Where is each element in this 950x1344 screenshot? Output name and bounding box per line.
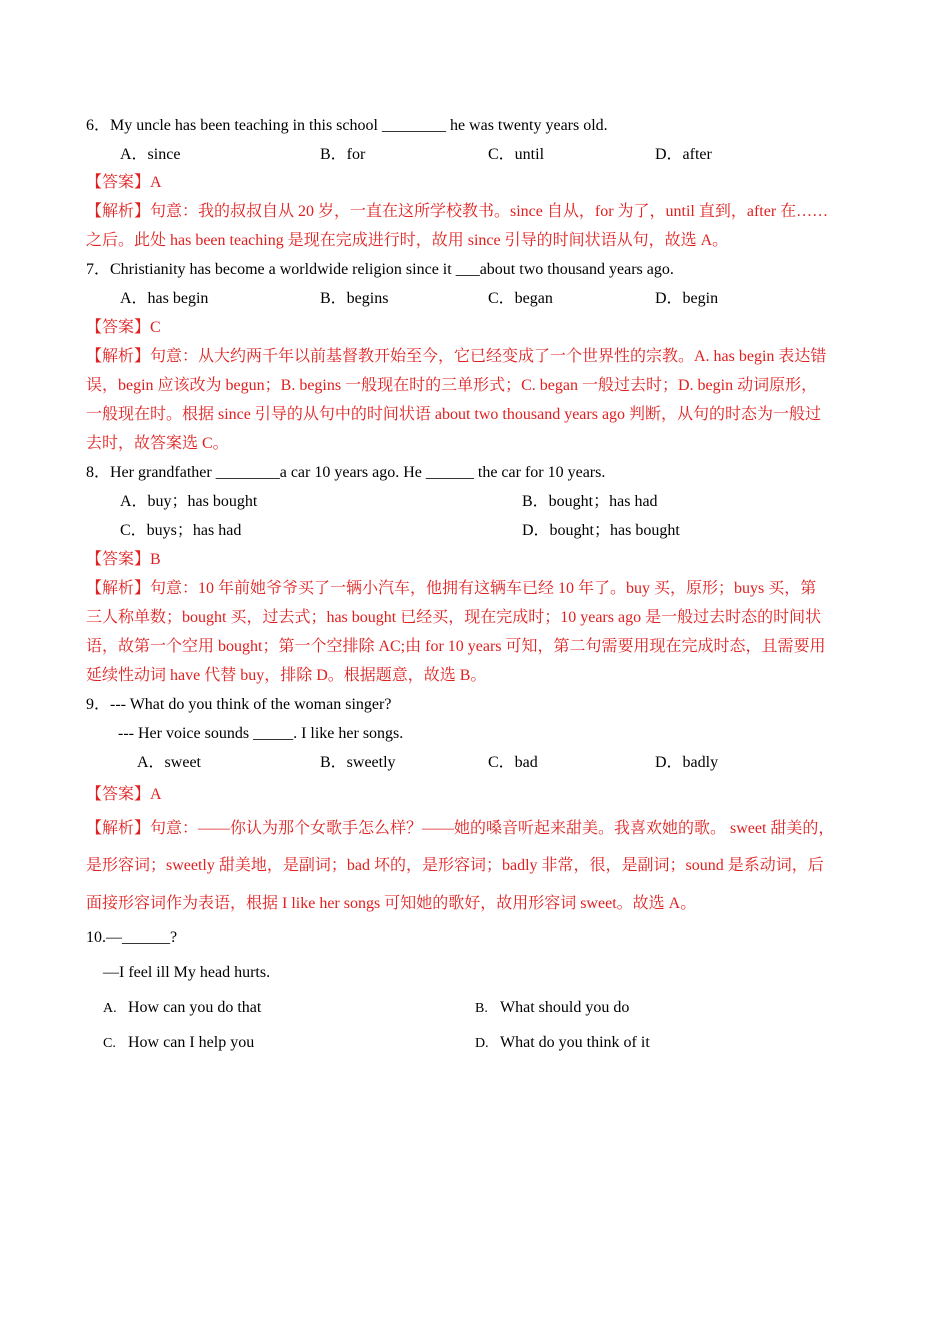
q7-analysis-line-4: 去时，故答案选 C。 bbox=[86, 435, 229, 452]
q8-analysis-line-2: 三人称单数；bought 买，过去式；has bought 已经买，现在完成时；10 years ago 是一般过去时态的时间状 bbox=[86, 609, 822, 626]
q9-option-b: B．sweetly bbox=[320, 754, 396, 771]
q9-answer: 【答案】A bbox=[86, 786, 162, 803]
q8-answer: 【答案】B bbox=[86, 551, 161, 568]
q8-option-c: C．buys；has had bbox=[120, 522, 242, 539]
q10-option-a bbox=[103, 998, 261, 1019]
q7-analysis-line-1: 【解析】句意：从大约两千年以前基督教开始至今，它已经变成了一个世界性的宗教。A. has begin 表达错 bbox=[86, 348, 827, 365]
q7-option-d: D．begin bbox=[655, 290, 719, 307]
question-7-stem: 7．Christianity has become a worldwide religion since it ___about two thousand years ago. bbox=[86, 261, 674, 278]
question-6-stem: 6．My uncle has been teaching in this school ________ he was twenty years old. bbox=[86, 117, 608, 134]
question-9-stem-2: --- Her voice sounds _____. I like her songs. bbox=[118, 725, 404, 742]
q9-analysis-line-1: 【解析】句意：——你认为那个女歌手怎么样？——她的嗓音听起来甜美。我喜欢她的歌。 sweet 甜美的， bbox=[86, 820, 835, 837]
question-8-stem: 8．Her grandfather ________a car 10 years ago. He ______ the car for 10 years. bbox=[86, 464, 606, 481]
q10-option-d-letter: D. bbox=[475, 1036, 489, 1051]
q8-option-a: A．buy；has bought bbox=[120, 493, 258, 510]
q9-analysis-line-2: 是形容词；sweetly 甜美地，是副词；bad 坏的，是形容词；badly 非常，很，是副词；sound 是系动词，后 bbox=[86, 857, 824, 874]
q6-option-c: C．until bbox=[488, 146, 545, 163]
q6-analysis-line-2: 之后。此处 has been teaching 是现在完成进行时，故用 since 引导的时间状语从句，故选 A。 bbox=[86, 232, 729, 249]
q8-analysis-line-3: 语，故第一个空用 bought；第一个空排除 AC;由 for 10 years 可知，第二句需要用现在完成时态，且需要用 bbox=[86, 638, 826, 655]
q9-option-d: D．badly bbox=[655, 754, 719, 771]
q10-option-b-letter: B. bbox=[475, 1001, 488, 1016]
q8-option-b: B．bought；has had bbox=[522, 493, 658, 510]
q10-option-d bbox=[475, 1033, 650, 1054]
q6-option-d: D．after bbox=[655, 146, 712, 163]
question-9-stem: 9．--- What do you think of the woman singer? bbox=[86, 696, 392, 713]
q8-analysis-line-4: 延续性动词 have 代替 buy，排除 D。根据题意，故选 B。 bbox=[86, 667, 487, 684]
q7-option-b: B．begins bbox=[320, 290, 389, 307]
question-10-stem: 10.—______? bbox=[86, 929, 178, 946]
q6-analysis-line-1: 【解析】句意：我的叔叔自从 20 岁，一直在这所学校教书。since 自从，for 为了，until 直到，after 在…… bbox=[86, 203, 829, 220]
q9-option-c: C．bad bbox=[488, 754, 538, 771]
q7-option-a: A．has begin bbox=[120, 290, 209, 307]
q10-option-a-letter: A. bbox=[103, 1001, 117, 1016]
q10-option-d-text: What do you think of it bbox=[500, 1034, 650, 1051]
q10-option-a-text: How can you do that bbox=[128, 999, 262, 1016]
q6-option-b: B．for bbox=[320, 146, 366, 163]
q10-option-c-text: How can I help you bbox=[128, 1034, 255, 1051]
q7-option-c: C．began bbox=[488, 290, 553, 307]
q7-analysis-line-2: 误，begin 应该改为 begun；B. begins 一般现在时的三单形式；C. began 一般过去时；D. begin 动词原形， bbox=[86, 377, 818, 394]
q10-option-c bbox=[103, 1033, 254, 1054]
question-10-stem-2: —I feel ill My head hurts. bbox=[103, 964, 271, 981]
q7-analysis-line-3: 一般现在时。根据 since 引导的从句中的时间状语 about two thousand years ago 判断，从句的时态为一般过 bbox=[86, 406, 822, 423]
q7-answer: 【答案】C bbox=[86, 319, 161, 336]
q10-option-b-text: What should you do bbox=[500, 999, 630, 1016]
q6-option-a: A．since bbox=[120, 146, 181, 163]
q9-option-a: A．sweet bbox=[137, 754, 201, 771]
q10-option-b bbox=[475, 998, 629, 1019]
q6-answer: 【答案】A bbox=[86, 174, 162, 191]
q9-analysis-line-3: 面接形容词作为表语，根据 I like her songs 可知她的歌好，故用形容词 sweet。故选 A。 bbox=[86, 895, 697, 912]
q10-option-c-letter: C. bbox=[103, 1036, 116, 1051]
q8-option-d: D．bought；has bought bbox=[522, 522, 680, 539]
q8-analysis-line-1: 【解析】句意：10 年前她爷爷买了一辆小汽车，他拥有这辆车已经 10 年了。buy 买，原形；buys 买，第 bbox=[86, 580, 817, 597]
